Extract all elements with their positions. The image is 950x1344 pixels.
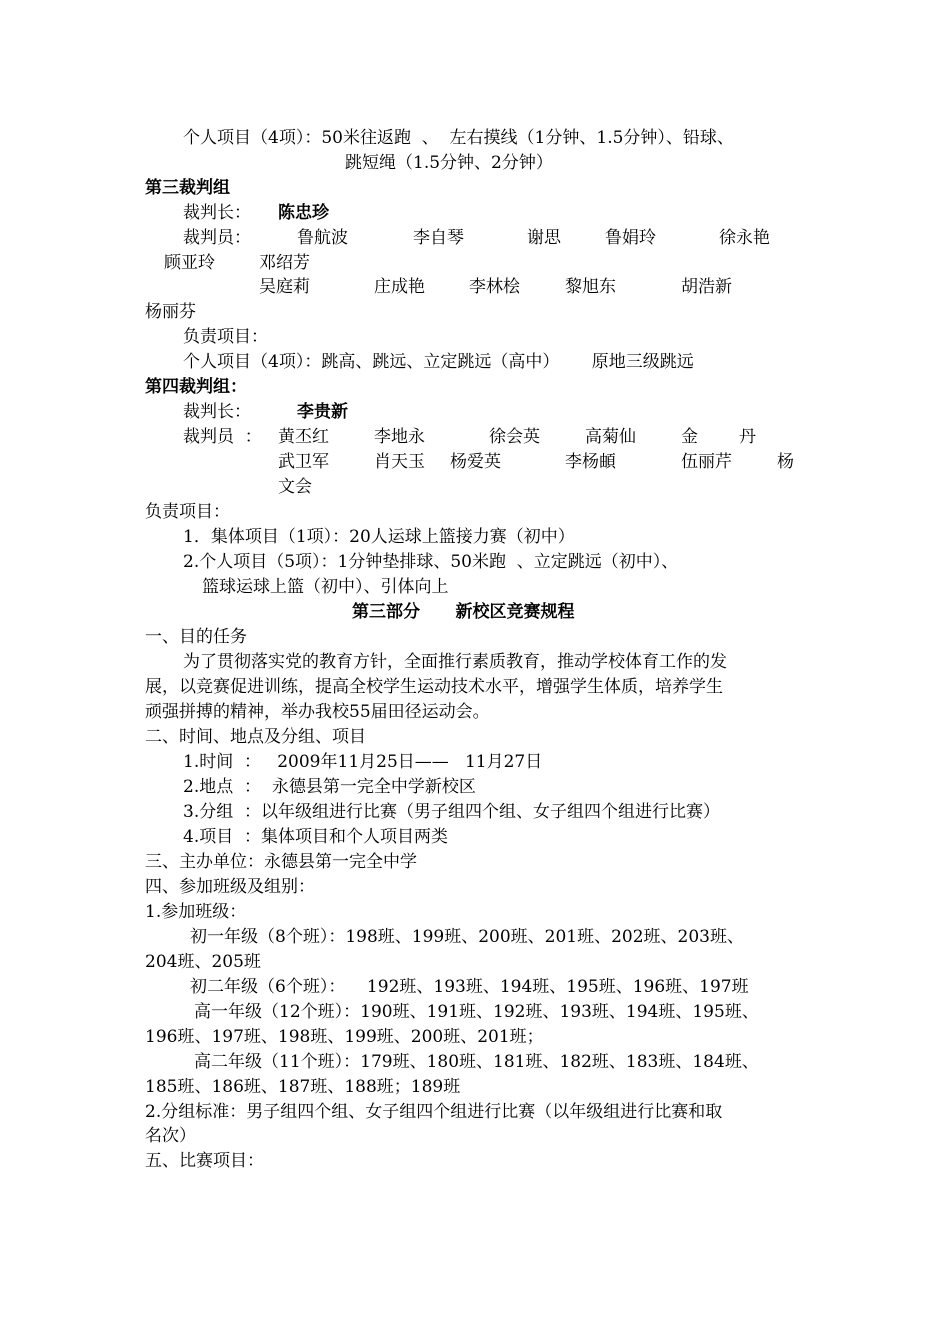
text-line: 鲁航波 xyxy=(297,228,348,248)
text-line: 吴庭莉 xyxy=(259,277,310,297)
text-line: 2.个人项目（5项）：1分钟垫排球、50米跑 、立定跳远（初中）、 xyxy=(183,552,679,572)
text-line: 五、比赛项目： xyxy=(145,1151,264,1171)
text-line: 名次） xyxy=(145,1126,196,1146)
text-line: 邓绍芳 xyxy=(259,253,310,273)
text-line: 文会 xyxy=(278,477,312,497)
text-line: 顾亚玲 xyxy=(164,253,215,273)
text-line: 196班、197班、198班、199班、200班、201班； xyxy=(145,1027,544,1047)
text-line: 初一年级（8个班）：198班、199班、200班、201班、202班、203班、 xyxy=(190,927,745,947)
text-line: 为了贯彻落实党的教育方针，全面推行素质教育，推动学校体育工作的发 xyxy=(183,652,727,672)
text-line: 1.时间 ： 2009年11月25日—— 11月27日 xyxy=(183,752,543,772)
text-line: 185班、186班、187班、188班；189班 xyxy=(145,1077,461,1097)
text-line: 1.参加班级： xyxy=(145,902,247,922)
text-line: 鲁娟玲 xyxy=(605,228,656,248)
text-line: 高二年级（11个班）：179班、180班、181班、182班、183班、184班、 xyxy=(194,1052,759,1072)
text-line: 2.分组标准：男子组四个组、女子组四个组进行比赛（以年级组进行比赛和取 xyxy=(145,1102,723,1122)
text-line: 丹 xyxy=(739,427,756,447)
text-line: 裁判长： xyxy=(183,402,251,422)
text-line: 1．集体项目（1项）：20人运球上篮接力赛（初中） xyxy=(183,527,575,547)
heading-text: 李贵新 xyxy=(297,402,348,422)
text-line: 杨 xyxy=(777,452,794,472)
text-line: 篮球运球上篮（初中）、引体向上 xyxy=(202,577,449,597)
heading-text: 第四裁判组： xyxy=(145,377,247,397)
text-line: 4.项目 ：集体项目和个人项目两类 xyxy=(183,827,449,847)
text-line: 二、时间、地点及分组、项目 xyxy=(145,727,366,747)
text-line: 伍丽芹 xyxy=(681,452,732,472)
text-line: 金 xyxy=(681,427,698,447)
text-line: 徐永艳 xyxy=(719,228,770,248)
text-line: 李杨頔 xyxy=(565,452,616,472)
text-line: 徐会英 xyxy=(489,427,540,447)
text-line: 李自琴 xyxy=(413,228,464,248)
text-line: 204班、205班 xyxy=(145,952,261,972)
text-line: 裁判员 ： xyxy=(183,427,262,447)
text-line: 谢思 xyxy=(527,228,561,248)
text-line: 杨爱英 xyxy=(450,452,501,472)
text-line: 高一年级（12个班）：190班、191班、192班、193班、194班、195班、 xyxy=(194,1002,759,1022)
text-line: 一、目的任务 xyxy=(145,627,247,647)
text-line: 庄成艳 xyxy=(374,277,425,297)
heading-text: 陈忠珍 xyxy=(278,203,329,223)
text-line: 胡浩新 xyxy=(681,277,732,297)
text-line: 武卫军 xyxy=(278,452,329,472)
text-line: 个人项目（4项）：50米往返跑 、 左右摸线（1分钟、1.5分钟）、铅球、 xyxy=(183,128,734,148)
text-line: 高菊仙 xyxy=(585,427,636,447)
text-line: 李林桧 xyxy=(469,277,520,297)
text-line: 三、主办单位：永德县第一完全中学 xyxy=(145,852,417,872)
heading-text: 第三裁判组 xyxy=(145,178,230,198)
text-line: 个人项目（4项）：跳高、跳远、立定跳远（高中） 原地三级跳远 xyxy=(183,352,694,372)
text-line: 黄丕红 xyxy=(278,427,329,447)
text-line: 初二年级（6个班）： 192班、193班、194班、195班、196班、197班 xyxy=(190,977,749,997)
text-line: 负责项目： xyxy=(183,327,268,347)
text-line: 杨丽芬 xyxy=(145,302,196,322)
text-line: 裁判长： xyxy=(183,203,251,223)
text-line: 裁判员： xyxy=(183,228,251,248)
text-line: 李地永 xyxy=(374,427,425,447)
text-line: 黎旭东 xyxy=(565,277,616,297)
text-line: 四、参加班级及组别： xyxy=(145,877,315,897)
text-line: 展，以竞赛促进训练，提高全校学生运动技术水平，增强学生体质，培养学生 xyxy=(145,677,723,697)
text-line: 负责项目： xyxy=(145,502,230,522)
text-line: 3.分组 ：以年级组进行比赛（男子组四个组、女子组四个组进行比赛） xyxy=(183,802,721,822)
text-line: 顽强拼搏的精神，举办我校55届田径运动会。 xyxy=(145,702,490,722)
text-line: 2.地点 ： 永德县第一完全中学新校区 xyxy=(183,777,476,797)
heading-text: 第三部分 新校区竞赛规程 xyxy=(352,602,575,622)
text-line: 肖天玉 xyxy=(374,452,425,472)
text-line: 跳短绳（1.5分钟、2分钟） xyxy=(345,153,553,173)
